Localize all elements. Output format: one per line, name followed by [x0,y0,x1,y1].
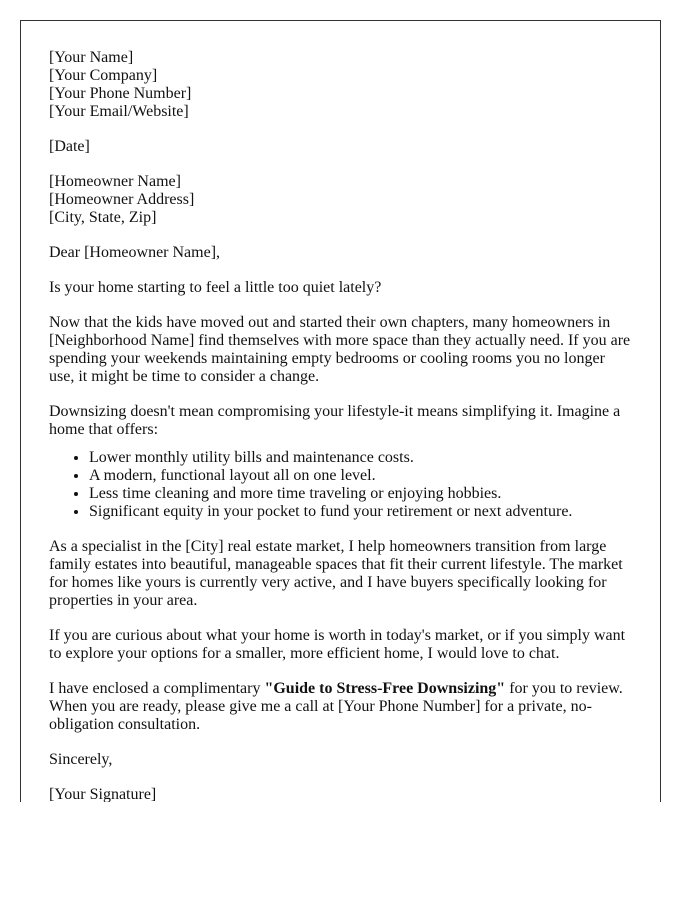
recipient-city: [City, State, Zip] [49,209,157,226]
paragraph-guide [49,680,632,734]
paragraph-specialist: As a specialist in the [City] real estate market, I help homeowners transition from large family estates into beautiful, manageable spaces that fit their current lifestyle. The market for homes like yours is currently very active, and I have buyers specifically looking for properties in your area. [49,538,623,609]
sender-phone: [Your Phone Number] [49,85,192,102]
closing: Sincerely, [49,751,113,768]
sender-name: [Your Name] [49,49,134,66]
guide-title: "Guide to Stress-Free Downsizing" [264,680,506,697]
list-item: • A modern, functional layout all on one level. [89,467,632,485]
recipient-address: [Homeowner Address] [49,191,195,208]
sender-block [49,49,632,121]
benefits-list [49,449,632,521]
paragraph-curious: If you are curious about what your home is worth in today's market, or if you simply want to explore your options for a smaller, more efficient home, I would love to chat. [49,627,626,662]
guide-text-after: for you to review. When you are ready, please give me a call at [Your Phone Number] for a private, no-obligation consultation. [49,680,623,733]
recipient-name: [Homeowner Name] [49,173,181,190]
paragraph-downsizing: Downsizing doesn't mean compromising your lifestyle-it means simplifying it. Imagine a home that offers: [49,403,621,438]
recipient-block [49,173,632,227]
list-item: • Lower monthly utility bills and maintenance costs. [89,449,632,467]
letter-date: [Date] [49,138,90,155]
list-item: • Significant equity in your pocket to fund your retirement or next adventure. [89,503,632,521]
paragraph-intro: Is your home starting to feel a little too quiet lately? [49,279,382,296]
list-item: • Less time cleaning and more time traveling or enjoying hobbies. [89,485,632,503]
signature: [Your Signature] [49,786,157,802]
paragraph-empty-nest: Now that the kids have moved out and started their own chapters, many homeowners in [Neighborhood Name] find themselves with more space than they actually need. If you are spending your weekends maintaining empty bedrooms or cooling rooms you no longer use, it might be time to consider a change. [49,314,631,385]
sender-email: [Your Email/Website] [49,103,189,120]
salutation: Dear [Homeowner Name], [49,244,221,261]
guide-text-before: I have enclosed a complimentary [49,680,265,697]
sender-company: [Your Company] [49,67,158,84]
letter-page [20,20,661,802]
